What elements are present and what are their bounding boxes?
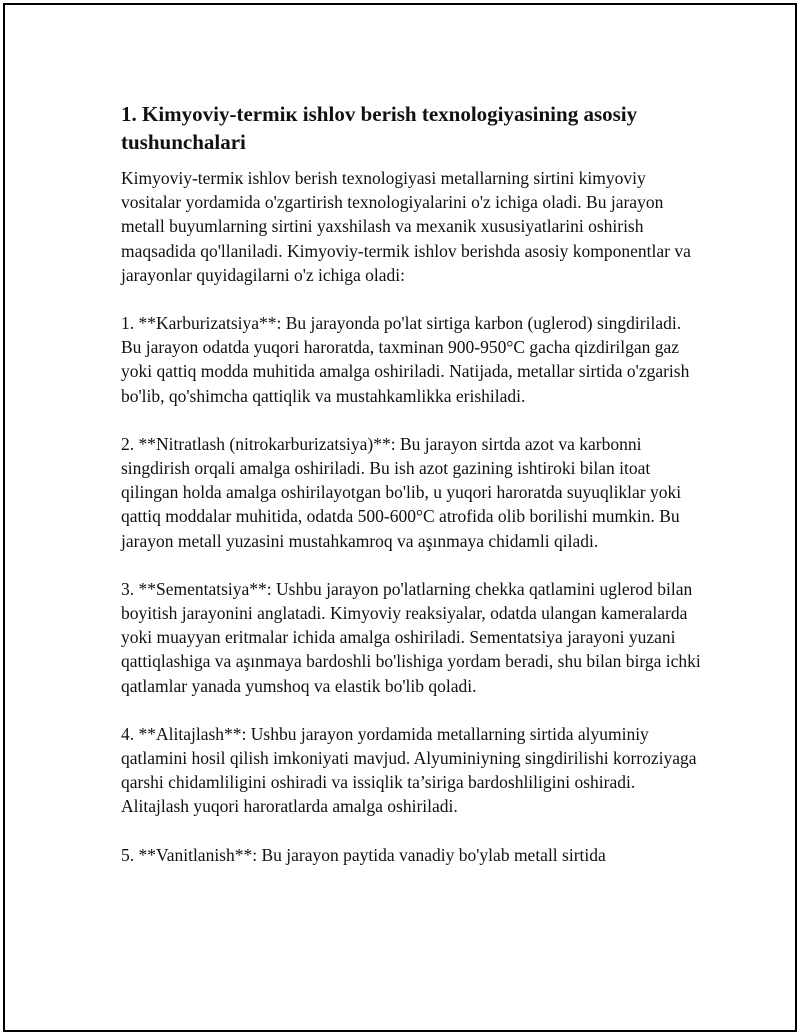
document-body xyxy=(121,100,701,891)
list-item-alitajlash: 4. **Alitajlash**: Ushbu jarayon yordamida metallarning sirtida alyuminiy qatlamini hosil qilish imkoniyati mavjud. Alyuminiyning singdirilishi korroziyaga qarshi chidamliligini oshiradi va issiqlik ta’siriga bardoshliligini oshiradi. Alitajlash yuqori haroratlarda amalga oshiriladi. xyxy=(121,723,697,817)
list-item-karburizatsiya: 1. **Karburizatsiya**: Bu jarayonda po'lat sirtiga karbon (uglerod) singdiriladi. Bu jarayon odatda yuqori haroratda, taxminan 900-950°C gacha qizdirilgan gaz yoki qattiq modda muhitida amalga oshiriladi. Natijada, metallar sirtida o'zgarish bo'lib, qo'shimcha qattiqlik va mustahkamlikka erishiladi. xyxy=(121,313,690,406)
list-item-vanitlanish: 5. **Vanitlanish**: Bu jarayon paytida vanadiy bo'ylab metall sirtida xyxy=(121,844,606,865)
list-item-sementatsiya: 3. **Sementatsiya**: Ushbu jarayon po'latlarning chekka qatlamini uglerod bilan boyitish jarayonini anglatadi. Kimyoviy reaksiyalar, odatda ulangan kameralarda yoki muayyan eritmalar ichida amalga oshiriladi. Sementatsiya jarayoni yuzani qattiqlashiga va aşınmaya bardoshli bo'lishiga yordam beradi, shu bilan birga ichki qatlamlar yanada yumshoq va elastik bo'lib qoladi. xyxy=(121,578,701,696)
page-frame xyxy=(3,3,797,1032)
section-title: 1. Kimyoviy-termiк ishlov berish texnologiyasining asosiy tushunchalari xyxy=(121,102,638,154)
intro-paragraph: Kimyoviy-termiк ishlov berish texnologiyasi metallarning sirtini kimyoviy vositalar yordamida o'zgartirish texnologiyalarini o'z ichiga oladi. Bu jarayon metall buyumlarning sirtini yaxshilash va mexanik xususiyatlarini oshirish maqsadida qo'llaniladi. Kimyoviy-termik ishlov berishda asosiy komponentlar va jarayonlar quyidagilarni o'z ichiga oladi: xyxy=(121,168,691,285)
list-item-nitratlash: 2. **Nitratlash (nitrokarburizatsiya)**: Bu jarayon sirtda azot va karbonni singdirish orqali amalga oshiriladi. Bu ish azot gazining ishtiroki bilan itoat qilingan holda amalga oshirilayotgan bo'lib, u yuqori haroratda suyuqliklar yoki qattiq moddalar muhitida, odatda 500-600°C atrofida olib borilishi mumkin. Bu jarayon metall yuzasini mustahkamroq va aşınmaya chidamli qiladi. xyxy=(121,433,682,551)
